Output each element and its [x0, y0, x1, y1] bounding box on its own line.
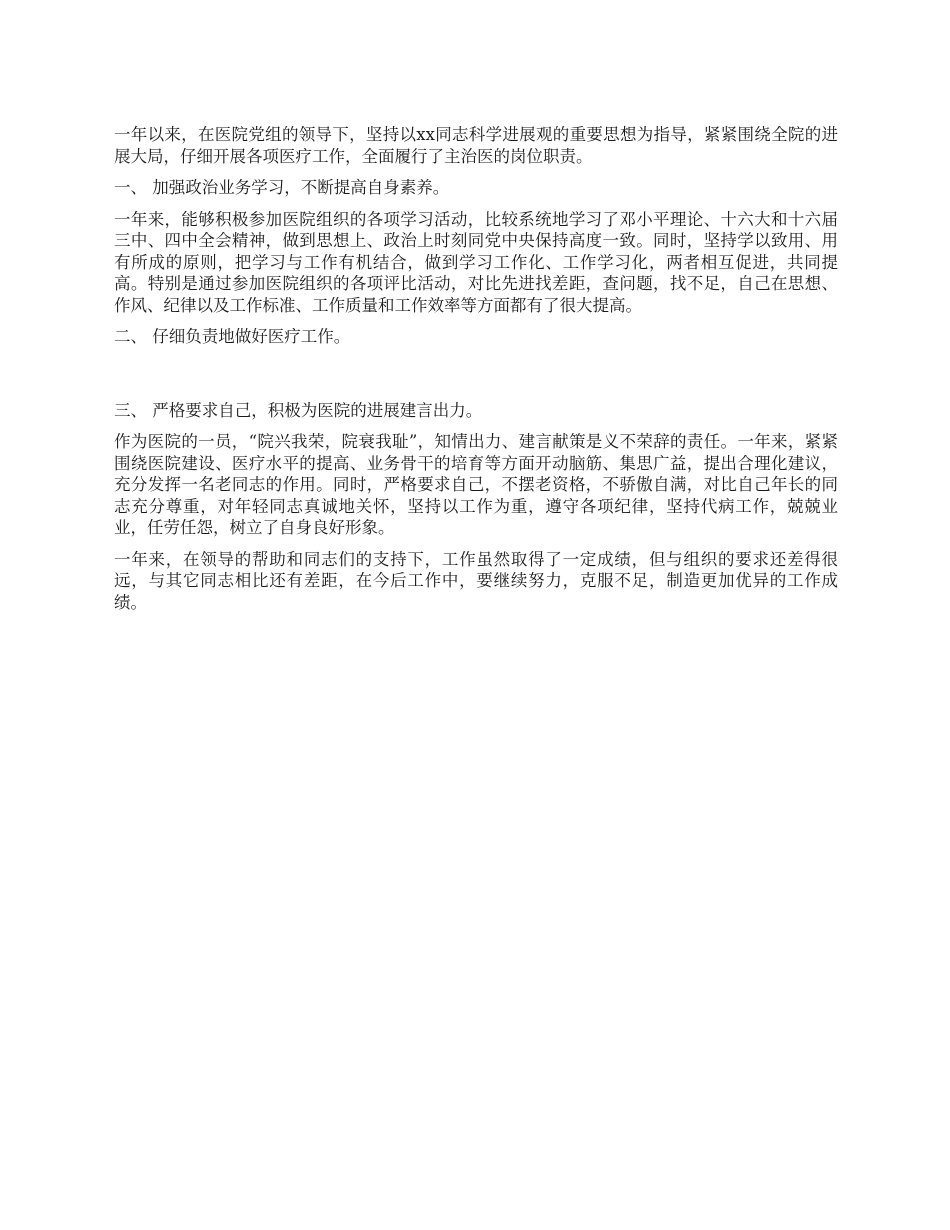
section-3-paragraph: 作为医院的一员，“院兴我荣，院衰我耻”，知情出力、建言献策是义不荣辞的责任。一年来，紧紧围绕医院建设、医疗水平的提高、业务骨干的培育等方面开动脑筋、集思广益，提出合理化建议，充分发挥一名老同志的作用。同时，严格要求自己，不摆老资格，不骄傲自满，对比自己年长的同志充分尊重，对年轻同志真诚地关怀，坚持以工作为重，遵守各项纪律，坚持代病工作，兢兢业业，任劳任怨，树立了自身良好形象。: [114, 432, 838, 537]
section-1-paragraph: 一年来，能够积极参加医院组织的各项学习活动，比较系统地学习了邓小平理论、十六大和十六届三中、四中全会精神，做到思想上、政治上时刻同党中央保持高度一致。同时，坚持学以致用、用有所成的原则，把学习与工作有机结合，做到学习工作化、工作学习化，两者相互促进，共同提高。特别是通过参加医院组织的各项评比活动，对比先进找差距，查问题，找不足，自己在思想、作风、纪律以及工作标准、工作质量和工作效率等方面都有了很大提高。: [114, 209, 838, 315]
section-heading-3: 三、 严格要求自己，积极为医院的进展建言出力。: [114, 400, 483, 420]
section-heading-2: 二、 仔细负责地做好医疗工作。: [114, 327, 351, 346]
document-body: [114, 124, 838, 623]
closing-paragraph: 一年来，在领导的帮助和同志们的支持下，工作虽然取得了一定成绩，但与组织的要求还差得很远，与其它同志相比还有差距，在今后工作中，要继续努力，克服不足，制造更加优异的工作成绩。: [114, 549, 838, 612]
section-heading-1: 一、 加强政治业务学习，不断提高自身素养。: [114, 178, 450, 197]
intro-paragraph: 一年以来，在医院党组的领导下，坚持以xx同志科学进展观的重要思想为指导，紧紧围绕全院的进展大局，仔细开展各项医疗工作，全面履行了主治医的岗位职责。: [114, 125, 838, 166]
